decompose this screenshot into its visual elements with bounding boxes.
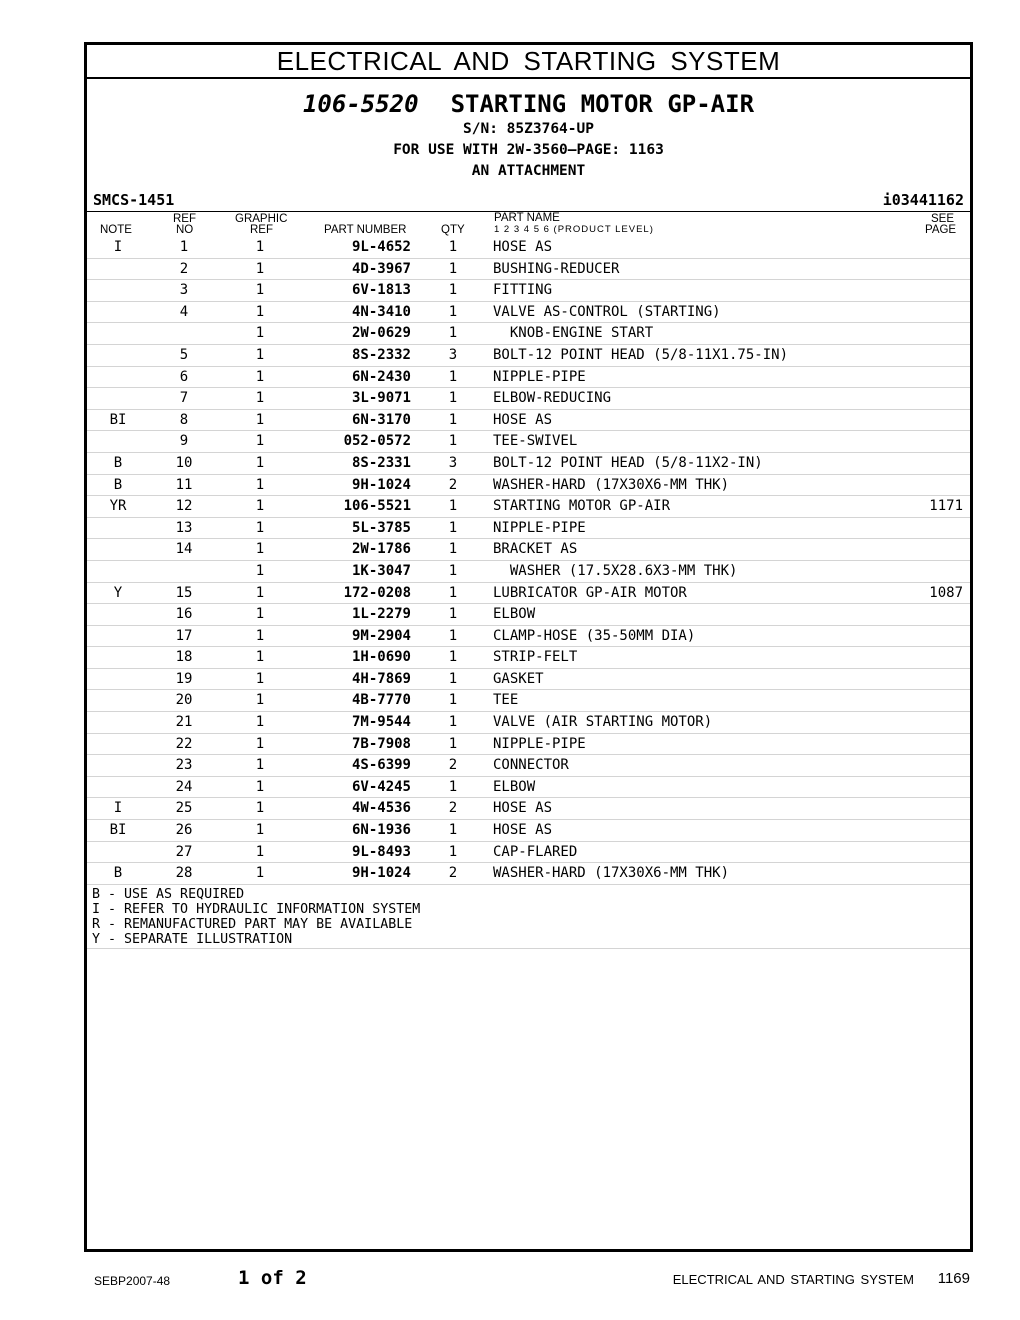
part-number-cell: 7M-9544: [351, 714, 411, 731]
qty-cell: 1: [448, 584, 458, 601]
table-row: [87, 755, 970, 777]
part-name-cell: NIPPLE-PIPE: [493, 368, 586, 385]
part-number-cell: 9L-8493: [351, 843, 411, 860]
ref-no-cell: 20: [175, 692, 193, 709]
table-row: [87, 518, 970, 540]
group-number: 106-5520: [302, 90, 419, 118]
part-name-cell: NIPPLE-PIPE: [493, 519, 586, 536]
graphic-ref-cell: 1: [255, 239, 265, 255]
note-cell: I: [113, 239, 123, 255]
graphic-ref-cell: 1: [255, 627, 265, 644]
note-cell: BI: [109, 411, 127, 428]
graphic-ref-cell: 1: [255, 260, 265, 277]
col-see-top: SEE: [931, 213, 955, 225]
part-name-cell: LUBRICATOR GP-AIR MOTOR: [493, 584, 687, 601]
legend-line: I - REFER TO HYDRAULIC INFORMATION SYSTEM: [92, 901, 421, 917]
table-row: [87, 583, 970, 605]
qty-cell: 1: [448, 606, 458, 623]
table-row: [87, 453, 970, 475]
ref-no-cell: 10: [175, 454, 193, 471]
part-name-cell: TEE: [493, 692, 519, 709]
see-page-cell: 1087: [929, 584, 963, 601]
table-row: [87, 323, 970, 345]
graphic-ref-cell: 1: [255, 843, 265, 860]
part-number-cell: 4W-4536: [351, 800, 411, 817]
part-number-cell: 3L-9071: [351, 390, 411, 407]
part-name-cell: STARTING MOTOR GP-AIR: [493, 498, 671, 515]
ref-no-cell: 11: [175, 476, 193, 493]
part-number-cell: 8S-2332: [351, 346, 411, 363]
ref-no-cell: 24: [175, 778, 193, 795]
part-number-cell: 106-5521: [343, 498, 411, 515]
part-number-cell: 2W-1786: [351, 541, 411, 558]
graphic-ref-cell: 1: [255, 325, 265, 342]
graphic-ref-cell: 1: [255, 303, 265, 320]
part-name-cell: WASHER-HARD (17X30X6-MM THK): [493, 476, 730, 493]
qty-cell: 1: [448, 303, 458, 320]
ref-no-cell: 13: [175, 519, 193, 536]
graphic-ref-cell: 1: [255, 692, 265, 709]
graphic-ref-cell: 1: [255, 562, 265, 579]
attachment-label: AN ATTACHMENT: [471, 163, 586, 179]
ref-no-cell: 4: [179, 303, 189, 320]
qty-cell: 2: [448, 476, 458, 493]
smcs-code: SMCS-1451: [93, 191, 175, 209]
col-part-name: PART NAME: [494, 212, 560, 224]
graphic-ref-cell: 1: [255, 714, 265, 731]
part-name-cell: KNOB-ENGINE START: [493, 325, 654, 342]
table-row: [87, 410, 970, 432]
part-number-cell: 9H-1024: [351, 865, 411, 882]
qty-cell: 1: [448, 714, 458, 731]
document-id: i03441162: [882, 191, 964, 209]
page-of: 1 of 2: [238, 1267, 307, 1289]
table-row: [87, 367, 970, 389]
qty-cell: 1: [448, 260, 458, 277]
note-cell: B: [113, 476, 123, 493]
note-cell: B: [113, 865, 123, 882]
part-number-cell: 1K-3047: [351, 562, 411, 579]
qty-cell: 1: [448, 239, 458, 255]
note-cell: BI: [109, 822, 127, 839]
part-number-cell: 2W-0629: [351, 325, 411, 342]
graphic-ref-cell: 1: [255, 778, 265, 795]
system-title: ELECTRICAL AND STARTING SYSTEM: [87, 45, 970, 79]
group-name: STARTING MOTOR GP-AIR: [450, 90, 755, 118]
ref-no-cell: 26: [175, 822, 193, 839]
part-name-cell: CLAMP-HOSE (35-50MM DIA): [493, 627, 696, 644]
table-row: [87, 734, 970, 756]
part-name-cell: ELBOW: [493, 606, 536, 623]
part-name-cell: VALVE AS-CONTROL (STARTING): [493, 303, 721, 320]
table-row: [87, 798, 970, 820]
part-name-cell: WASHER (17.5X28.6X3-MM THK): [493, 562, 738, 579]
table-row: [87, 626, 970, 648]
ref-no-cell: 9: [179, 433, 189, 450]
ref-no-cell: 17: [175, 627, 193, 644]
ref-no-cell: 21: [175, 714, 193, 731]
graphic-ref-cell: 1: [255, 346, 265, 363]
qty-cell: 1: [448, 541, 458, 558]
part-name-cell: WASHER-HARD (17X30X6-MM THK): [493, 865, 730, 882]
qty-cell: 1: [448, 498, 458, 515]
ref-no-cell: 7: [179, 390, 189, 407]
note-cell: Y: [113, 584, 123, 601]
graphic-ref-cell: 1: [255, 498, 265, 515]
table-row: [87, 496, 970, 518]
graphic-ref-cell: 1: [255, 757, 265, 774]
graphic-ref-cell: 1: [255, 433, 265, 450]
graphic-ref-cell: 1: [255, 519, 265, 536]
ref-no-cell: 18: [175, 649, 193, 666]
part-number-cell: 4D-3967: [351, 260, 411, 277]
note-cell: YR: [109, 498, 127, 515]
page-footer: [0, 1264, 1020, 1294]
col-graphic-top: GRAPHIC: [235, 213, 288, 225]
qty-cell: 1: [448, 822, 458, 839]
group-header: [87, 89, 970, 182]
ref-no-cell: 28: [175, 865, 193, 882]
part-number-cell: 4S-6399: [351, 757, 411, 774]
part-name-cell: BOLT-12 POINT HEAD (5/8-11X1.75-IN): [493, 346, 789, 363]
qty-cell: 1: [448, 282, 458, 299]
table-row: [87, 431, 970, 453]
qty-cell: 1: [448, 670, 458, 687]
part-number-cell: 9L-4652: [351, 239, 411, 255]
see-page-cell: 1171: [929, 498, 963, 515]
graphic-ref-cell: 1: [255, 584, 265, 601]
part-number-cell: 5L-3785: [351, 519, 411, 536]
part-name-cell: CONNECTOR: [493, 757, 569, 774]
part-name-cell: HOSE AS: [493, 822, 553, 839]
smcs-row: [87, 191, 970, 212]
graphic-ref-cell: 1: [255, 735, 265, 752]
ref-no-cell: 8: [179, 411, 189, 428]
part-number-cell: 052-0572: [343, 433, 411, 450]
qty-cell: 1: [448, 433, 458, 450]
qty-cell: 1: [448, 735, 458, 752]
ref-no-cell: 3: [179, 282, 189, 299]
table-row: [87, 280, 970, 302]
graphic-ref-cell: 1: [255, 368, 265, 385]
part-number-cell: 6V-1813: [351, 282, 411, 299]
legend-line: R - REMANUFACTURED PART MAY BE AVAILABLE: [92, 916, 413, 932]
part-number-cell: 4H-7869: [351, 670, 411, 687]
footer-system: ELECTRICAL AND STARTING SYSTEM: [672, 1272, 914, 1287]
ref-no-cell: 2: [179, 260, 189, 277]
for-use-with: FOR USE WITH 2W-3560—PAGE: 1163: [393, 142, 664, 158]
table-row: [87, 388, 970, 410]
notes-legend: [87, 885, 970, 949]
note-cell: B: [113, 454, 123, 471]
table-row: [87, 539, 970, 561]
table-row: [87, 345, 970, 367]
ref-no-cell: 5: [179, 346, 189, 363]
ref-no-cell: 22: [175, 735, 193, 752]
qty-cell: 1: [448, 627, 458, 644]
part-name-cell: HOSE AS: [493, 239, 553, 255]
graphic-ref-cell: 1: [255, 541, 265, 558]
table-row: [87, 259, 970, 281]
note-cell: I: [113, 800, 123, 817]
graphic-ref-cell: 1: [255, 390, 265, 407]
part-name-cell: ELBOW-REDUCING: [493, 390, 612, 407]
col-ref-top: REF: [173, 213, 196, 225]
part-name-cell: VALVE (AIR STARTING MOTOR): [493, 714, 713, 731]
part-number-cell: 8S-2331: [351, 454, 411, 471]
part-name-cell: HOSE AS: [493, 411, 553, 428]
parts-table: [87, 237, 970, 885]
part-name-cell: GASKET: [493, 670, 544, 687]
qty-cell: 1: [448, 562, 458, 579]
qty-cell: 1: [448, 390, 458, 407]
graphic-ref-cell: 1: [255, 411, 265, 428]
table-row: [87, 647, 970, 669]
part-number-cell: 1H-0690: [351, 649, 411, 666]
col-graphic-bottom: REF: [250, 224, 273, 236]
table-row: [87, 712, 970, 734]
graphic-ref-cell: 1: [255, 670, 265, 687]
part-number-cell: 1L-2279: [351, 606, 411, 623]
legend-line: Y - SEPARATE ILLUSTRATION: [92, 931, 293, 947]
ref-no-cell: 25: [175, 800, 193, 817]
table-row: [87, 604, 970, 626]
qty-cell: 2: [448, 865, 458, 882]
part-name-cell: BOLT-12 POINT HEAD (5/8-11X2-IN): [493, 454, 763, 471]
col-product-level: 1 2 3 4 5 6 (PRODUCT LEVEL): [494, 224, 654, 235]
part-number-cell: 9M-2904: [351, 627, 411, 644]
col-ref-bottom: NO: [176, 224, 194, 236]
serial-number: S/N: 85Z3764-UP: [463, 121, 594, 137]
table-row: [87, 842, 970, 864]
qty-cell: 1: [448, 325, 458, 342]
part-name-cell: BRACKET AS: [493, 541, 578, 558]
table-row: [87, 777, 970, 799]
part-number-cell: 9H-1024: [351, 476, 411, 493]
table-row: [87, 690, 970, 712]
ref-no-cell: 15: [175, 584, 193, 601]
qty-cell: 1: [448, 368, 458, 385]
table-row: [87, 863, 970, 885]
graphic-ref-cell: 1: [255, 282, 265, 299]
qty-cell: 2: [448, 800, 458, 817]
part-name-cell: BUSHING-REDUCER: [493, 260, 620, 277]
part-number-cell: 4B-7770: [351, 692, 411, 709]
part-name-cell: ELBOW: [493, 778, 536, 795]
legend-line: B - USE AS REQUIRED: [92, 886, 245, 902]
table-row: [87, 561, 970, 583]
ref-no-cell: 1: [179, 239, 189, 255]
graphic-ref-cell: 1: [255, 476, 265, 493]
ref-no-cell: 14: [175, 541, 193, 558]
graphic-ref-cell: 1: [255, 649, 265, 666]
part-name-cell: CAP-FLARED: [493, 843, 578, 860]
ref-no-cell: 6: [179, 368, 189, 385]
part-name-cell: TEE-SWIVEL: [493, 433, 578, 450]
part-number-cell: 6N-2430: [351, 368, 411, 385]
group-title-line: [87, 89, 970, 119]
qty-cell: 1: [448, 692, 458, 709]
ref-no-cell: 16: [175, 606, 193, 623]
graphic-ref-cell: 1: [255, 822, 265, 839]
table-row: [87, 237, 970, 259]
col-see-bottom: PAGE: [925, 224, 957, 236]
part-number-cell: 172-0208: [343, 584, 411, 601]
qty-cell: 1: [448, 649, 458, 666]
col-part-number: PART NUMBER: [324, 224, 407, 236]
part-number-cell: 6V-4245: [351, 778, 411, 795]
part-name-cell: NIPPLE-PIPE: [493, 735, 586, 752]
qty-cell: 3: [448, 454, 458, 471]
qty-cell: 2: [448, 757, 458, 774]
page-number: 1169: [937, 1270, 970, 1287]
part-name-cell: STRIP-FELT: [493, 649, 578, 666]
ref-no-cell: 23: [175, 757, 193, 774]
ref-no-cell: 12: [175, 498, 193, 515]
col-qty: QTY: [441, 224, 465, 236]
ref-no-cell: 27: [175, 843, 193, 860]
parts-sheet: [84, 42, 973, 1252]
ref-no-cell: 19: [175, 670, 193, 687]
part-name-cell: HOSE AS: [493, 800, 553, 817]
part-name-cell: FITTING: [493, 282, 553, 299]
part-number-cell: 7B-7908: [351, 735, 411, 752]
graphic-ref-cell: 1: [255, 454, 265, 471]
table-row: [87, 302, 970, 324]
column-headers: [87, 212, 970, 237]
part-number-cell: 4N-3410: [351, 303, 411, 320]
qty-cell: 1: [448, 778, 458, 795]
qty-cell: 1: [448, 411, 458, 428]
qty-cell: 1: [448, 843, 458, 860]
qty-cell: 3: [448, 346, 458, 363]
graphic-ref-cell: 1: [255, 865, 265, 882]
graphic-ref-cell: 1: [255, 606, 265, 623]
table-row: [87, 475, 970, 497]
graphic-ref-cell: 1: [255, 800, 265, 817]
doc-code: SEBP2007-48: [94, 1274, 171, 1288]
part-number-cell: 6N-3170: [351, 411, 411, 428]
col-note: NOTE: [100, 224, 132, 236]
part-number-cell: 6N-1936: [351, 822, 411, 839]
qty-cell: 1: [448, 519, 458, 536]
table-row: [87, 820, 970, 842]
table-row: [87, 669, 970, 691]
